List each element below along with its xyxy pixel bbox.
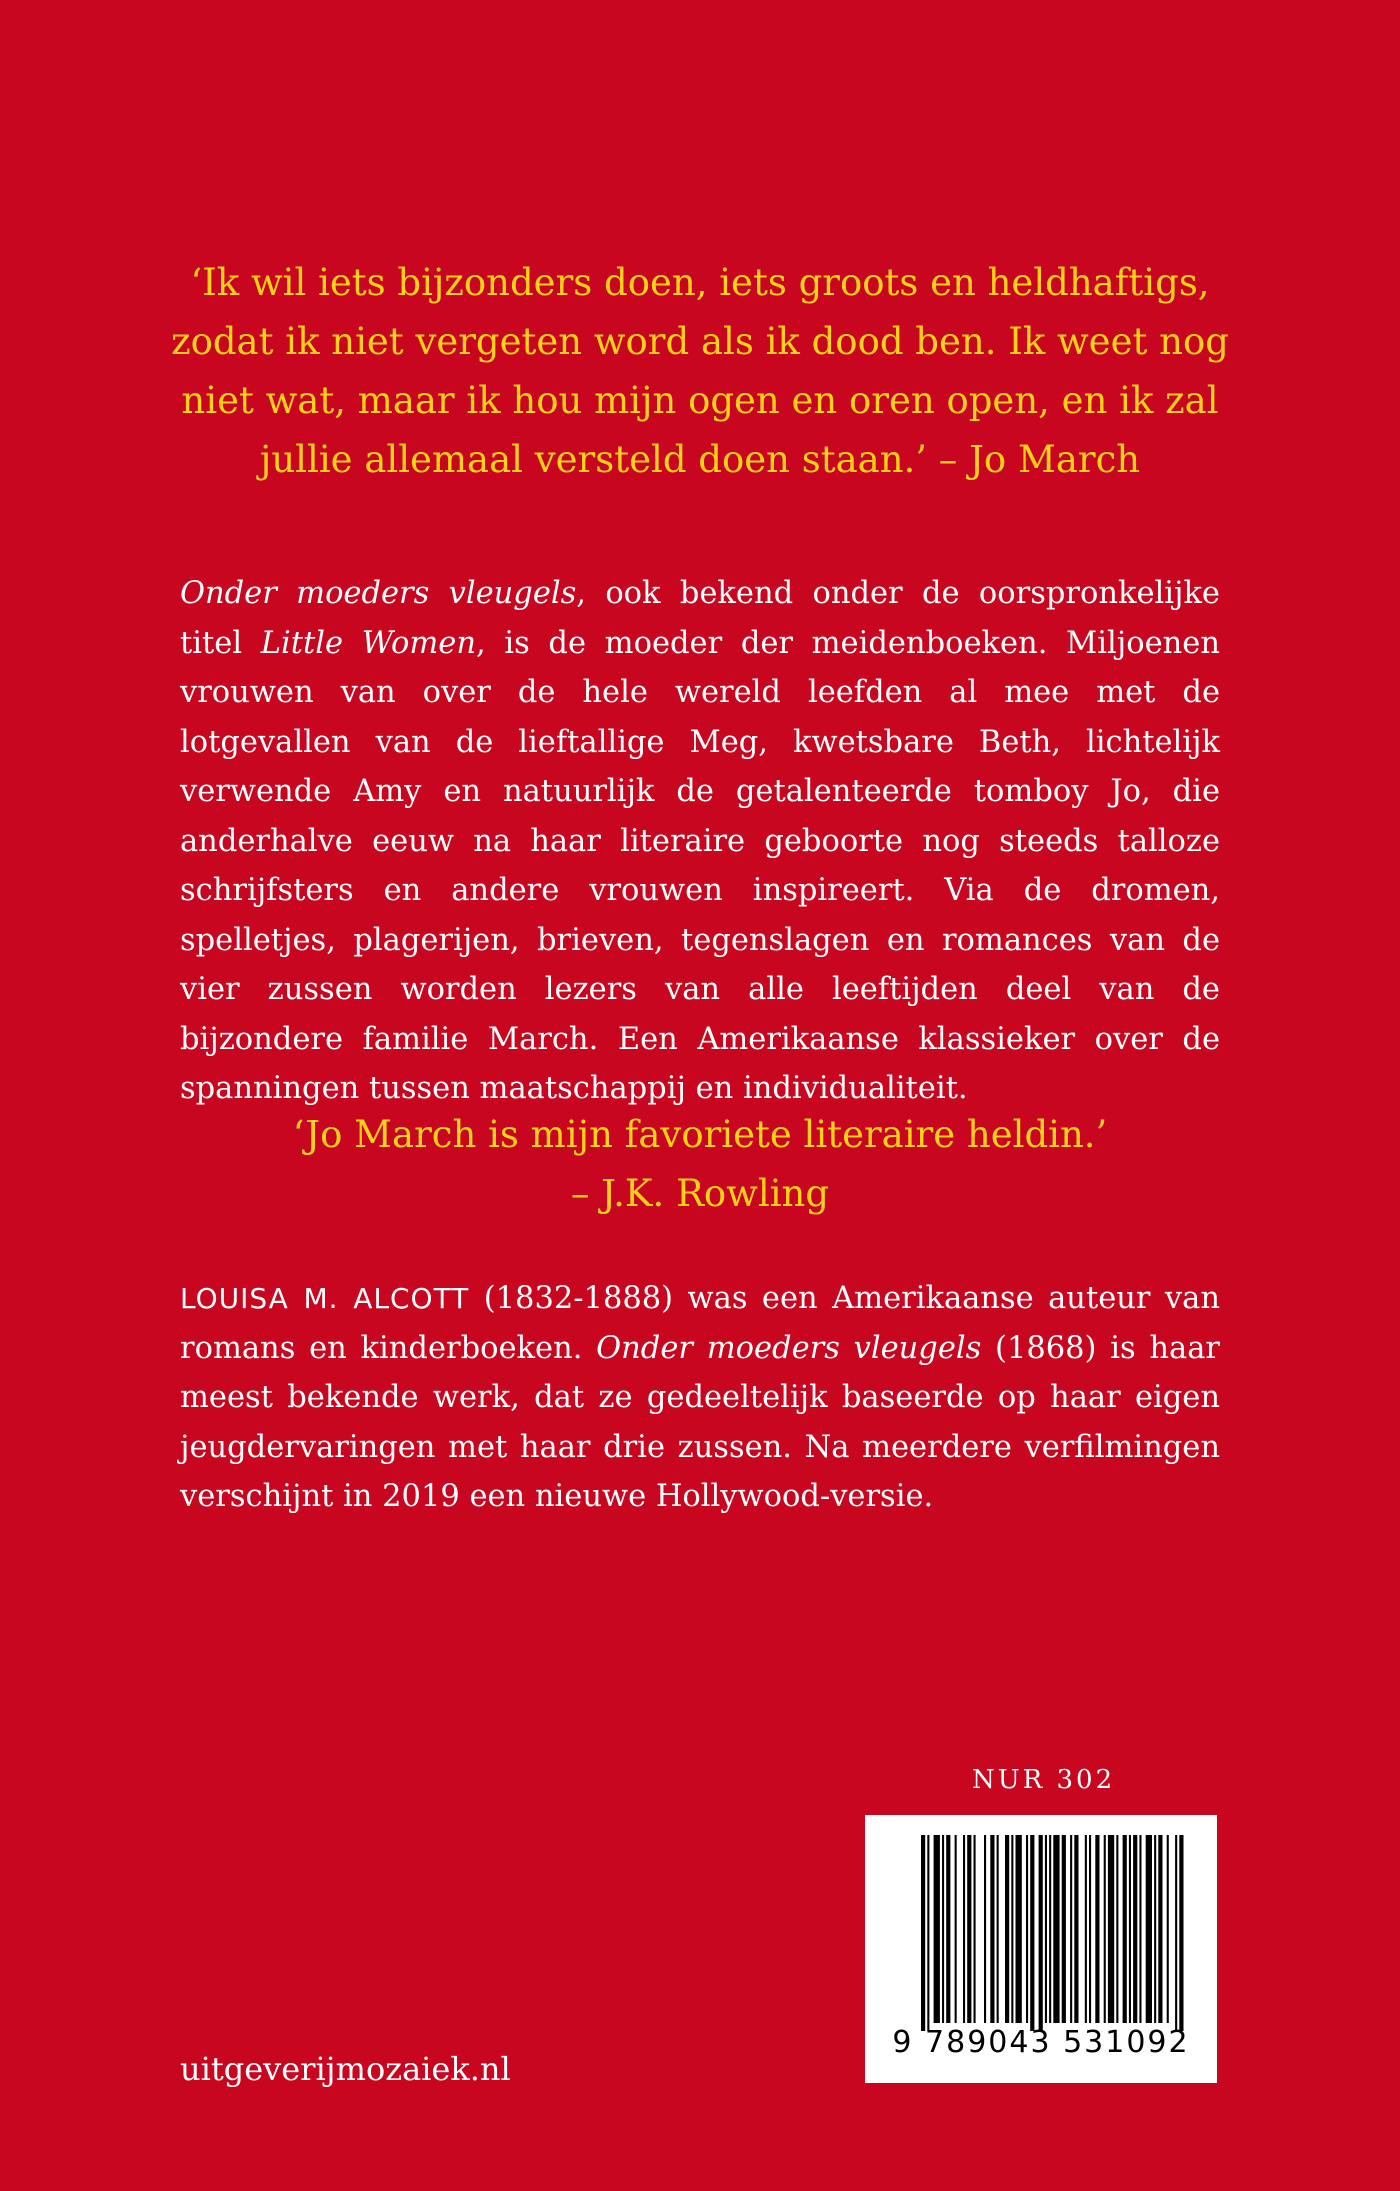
- bio-text: (1832-1888) was een Amerikaanse auteur van romans en kinderboeken.: [180, 1281, 1220, 1366]
- book-title: Onder moeders vleugels: [180, 576, 577, 611]
- quote-line: ‘Jo March is mijn favoriete literaire heldin.’: [292, 1113, 1108, 1156]
- barcode-bar: [984, 1835, 986, 2023]
- blurb-text: , ook bekend onder de oorspronkelijke titel: [180, 576, 1220, 661]
- barcode-bar: [1129, 1835, 1131, 2023]
- barcode-bar: [1085, 1835, 1087, 2023]
- barcode-bar: [974, 1835, 976, 2023]
- quote-line: niet wat, maar ik hou mijn ogen en oren open, en ik zal: [181, 379, 1219, 422]
- barcode-bar: [927, 1835, 929, 2031]
- nur-code: NUR 302: [972, 1765, 1116, 1795]
- barcode-bar: [1133, 1835, 1137, 2023]
- barcode-bar: [1158, 1835, 1162, 2023]
- quote-line: jullie allemaal versteld doen staan.’ – Jo March: [259, 438, 1141, 481]
- quote-attribution: – J.K. Rowling: [570, 1172, 830, 1215]
- book-title: Onder moeders vleugels: [596, 1330, 982, 1366]
- barcode-bar: [1089, 1835, 1091, 2023]
- barcode-bar: [1104, 1835, 1106, 2023]
- author-bio: [180, 1274, 1220, 1522]
- barcode-bar: [934, 1835, 940, 2023]
- barcode-bar: [1070, 1835, 1072, 2023]
- quote-line: ‘Ik wil iets bijzonders doen, iets groots en heldhaftigs,: [190, 261, 1210, 304]
- barcode-bar: [1154, 1835, 1156, 2023]
- barcode-bar: [1016, 1835, 1022, 2023]
- barcode-bar: [1179, 1835, 1183, 2031]
- barcode-bar: [1095, 1835, 1099, 2023]
- barcode-bar: [1039, 1835, 1043, 2031]
- barcode-bar: [1005, 1835, 1009, 2023]
- barcode-bar: [1062, 1835, 1066, 2023]
- barcode-bar: [1026, 1835, 1028, 2023]
- barcode-bar: [1175, 1835, 1177, 2031]
- barcode-bar: [1116, 1835, 1118, 2023]
- original-title: Little Women: [260, 625, 476, 661]
- barcode-bar: [1146, 1835, 1152, 2023]
- barcode-bar: [1167, 1835, 1169, 2023]
- opening-quote: [150, 253, 1250, 489]
- barcode-bar: [1045, 1835, 1047, 2023]
- barcode: [865, 1815, 1217, 2083]
- barcode-bar: [1108, 1835, 1114, 2023]
- rowling-quote: [150, 1105, 1250, 1223]
- barcode-bar: [946, 1835, 950, 2023]
- barcode-bar: [1139, 1835, 1141, 2023]
- barcode-bar: [1011, 1835, 1013, 2023]
- book-blurb: [180, 569, 1220, 1114]
- barcode-bar: [921, 1835, 925, 2031]
- barcode-bar: [1074, 1835, 1078, 2023]
- isbn-number: 9 789043 531092: [892, 2025, 1190, 2060]
- barcode-bar: [963, 1835, 965, 2023]
- barcode-bar: [955, 1835, 957, 2023]
- barcode-bar: [967, 1835, 971, 2023]
- barcode-bar: [1049, 1835, 1051, 2023]
- publisher-website: uitgeverijmozaiek.nl: [180, 2050, 511, 2088]
- bio-text: (1868) is haar meest bekende werk, dat ze gedeeltelijk baseerde op haar eigen jeugdervaringen met haar drie zussen. Na meerdere verfilmingen verschijnt in 2019 een nieuwe Hollywood-versie.: [180, 1330, 1220, 1514]
- barcode-bar: [1053, 1835, 1059, 2023]
- barcode-bar: [942, 1835, 944, 2023]
- author-name: LOUISA M. ALCOTT: [180, 1282, 470, 1315]
- blurb-text: , is de moeder der meidenboeken. Miljoenen vrouwen van over de hele wereld leefden al mee met de lotgevallen van de lieftallige Meg, kwetsbare Beth, lichtelijk verwende Amy en natuurlijk de getalenteerde tomboy Jo, die anderhalve eeuw na haar literaire geboorte nog steeds talloze schrijfsters en andere vrouwen inspireert. Via de dromen, spelletjes, plagerijen, brieven, tegenslagen en romances van de vier zussen worden lezers van alle leeftijden deel van de bijzondere familie March. Een Amerikaanse klassieker over de spanningen tussen maatschappij en individualiteit.: [180, 625, 1220, 1106]
- barcode-bar: [1123, 1835, 1127, 2023]
- barcode-bar: [1030, 1835, 1034, 2031]
- barcode-bar: [990, 1835, 994, 2023]
- quote-line: zodat ik niet vergeten word als ik dood ben. Ik weet nog: [171, 320, 1229, 363]
- barcode-bar: [997, 1835, 999, 2023]
